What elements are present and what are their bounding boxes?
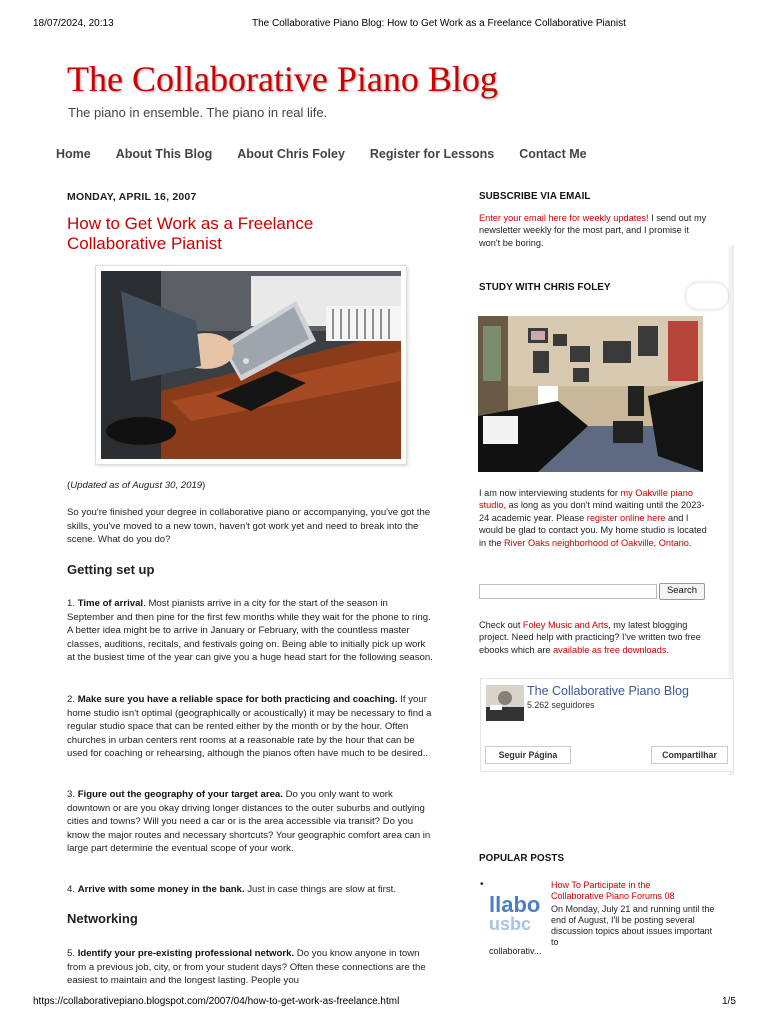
nav-about-blog[interactable]: About This Blog — [115, 147, 213, 161]
facebook-page-avatar[interactable] — [486, 685, 524, 721]
subscribe-text: Enter your email here for weekly updates! I send out my newsletter weekly for the most part, and I promise it won't be boring. — [479, 213, 707, 248]
nav-home[interactable]: Home — [56, 147, 91, 161]
popular-posts-heading: POPULAR POSTS — [479, 853, 565, 864]
print-page-number: 1/5 — [722, 996, 736, 1007]
post-updated-note: (Updated as of August 30, 2019) — [67, 480, 206, 491]
post-photo — [95, 265, 407, 465]
popular-post-title[interactable]: How To Participate in the Collaborative Piano Forums 08 — [551, 880, 675, 901]
print-footer-url: https://collaborativepiano.blogspot.com/2007/04/how-to-get-work-as-freelance.html — [33, 996, 400, 1007]
heading-getting-set-up: Getting set up — [67, 562, 155, 577]
facebook-followers: 5.262 seguidores — [527, 700, 595, 710]
facebook-share-button[interactable]: Compartilhar — [651, 746, 728, 764]
study-heading: STUDY WITH CHRIS FOLEY — [479, 282, 611, 293]
neighborhood-link[interactable]: River Oaks neighborhood of Oakville, Ontario — [504, 537, 689, 548]
desk-photo-image — [101, 271, 401, 459]
subscribe-heading: SUBSCRIBE VIA EMAIL — [479, 191, 591, 202]
popular-post-thumbnail[interactable] — [489, 890, 546, 930]
blog-title[interactable]: The Collaborative Piano Blog — [67, 59, 498, 99]
heading-networking: Networking — [67, 911, 138, 926]
facebook-page-title[interactable]: The Collaborative Piano Blog — [527, 684, 689, 698]
register-link[interactable]: register online here — [586, 512, 666, 523]
post-intro: So you're finished your degree in collaborative piano or accompanying, you've got the skills, you've moved to a new town, haven't got work yet and need to break into the scene. What do you do? — [67, 507, 431, 546]
paragraph-2: 2. Make sure you have a reliable space for both practicing and coaching. If your home studio isn't optimal (geographically or acoustically) it may be necessary to find a regular studio space that can be rented either by the month or by the hour. Often churches in urban centers rent rooms at a reasonable rate by the hour that can be used for coaching or rehearsing, although the pianos often have much to be desired.. — [67, 694, 432, 760]
svg-text:llabo: llabo — [489, 892, 541, 917]
studio-link[interactable]: my Oakville piano studio — [479, 488, 693, 511]
nav-register[interactable]: Register for Lessons — [369, 147, 495, 161]
paragraph-1: 1. Time of arrival. Most pianists arrive in a city for the start of the season in September and then pine for the first few months while they wait for the phone to ring. A better idea might be to arrive in January or February, with the countless master classes, auditions, recitals, and festivals going on. Being able to initially pick up work at the busiest time of the year can give you a huge head start for the following season. — [67, 598, 433, 664]
search-button[interactable]: Search — [659, 583, 705, 600]
search-input[interactable] — [479, 584, 657, 599]
svg-text:usbc: usbc — [489, 914, 532, 930]
free-downloads-link[interactable]: available as free downloads — [553, 644, 667, 655]
checkout-text: Check out Foley Music and Arts, my latest blogging project. Need help with practicing? I've written two free ebooks which are available as free downloads. — [479, 620, 701, 655]
floating-scroll-button[interactable] — [686, 283, 728, 309]
nav-about-chris[interactable]: About Chris Foley — [237, 147, 345, 161]
foley-music-link[interactable]: Foley Music and Arts — [522, 620, 609, 630]
facebook-follow-button[interactable]: Seguir Página — [485, 746, 571, 764]
post-title[interactable]: How to Get Work as a Freelance Collaborative Pianist — [67, 214, 314, 253]
popular-post-more: collaborativ... — [489, 946, 542, 956]
studio-photo — [478, 316, 703, 472]
nav-contact[interactable]: Contact Me — [519, 147, 587, 161]
post-date: MONDAY, APRIL 16, 2007 — [67, 191, 197, 203]
study-text: I am now interviewing students for my Oakville piano studio, as long as you don't mind waiting until the 2023-24 academic year. Please register online here and I would be glad to contact you. My home studio is located in the River Oaks neighborhood of Oakville, Ontario. — [479, 488, 707, 548]
main-nav — [56, 147, 612, 161]
popular-post-bullet: • — [480, 879, 484, 890]
popular-post-snippet: On Monday, July 21 and running until the end of August, I'll be posting several discussion topics about issues important to — [551, 904, 715, 947]
print-page-title: The Collaborative Piano Blog: How to Get Work as a Freelance Collaborative Pianist — [252, 18, 626, 29]
subscribe-link[interactable]: Enter your email here for weekly updates! — [479, 213, 649, 223]
print-datetime: 18/07/2024, 20:13 — [33, 18, 114, 29]
paragraph-5: 5. Identify your pre-existing professional network. Do you know anyone in town from a previous job, city, or from your student days? Often these connections are the easiest to maintain and the longest lasting. People you — [67, 948, 426, 987]
paragraph-3: 3. Figure out the geography of your target area. Do you only want to work downtown or are you okay driving longer distances to the outer suburbs and outlying cities and towns? Will you need a car or is the area accessible via transit? Do you know the major routes and necessary shortcuts? Your geographic comfort area can in large part determine the eventual scope of your work. — [67, 789, 431, 855]
paragraph-4: 4. Arrive with some money in the bank. Just in case things are slow at first. — [67, 884, 396, 895]
blog-tagline: The piano in ensemble. The piano in real life. — [68, 105, 328, 120]
